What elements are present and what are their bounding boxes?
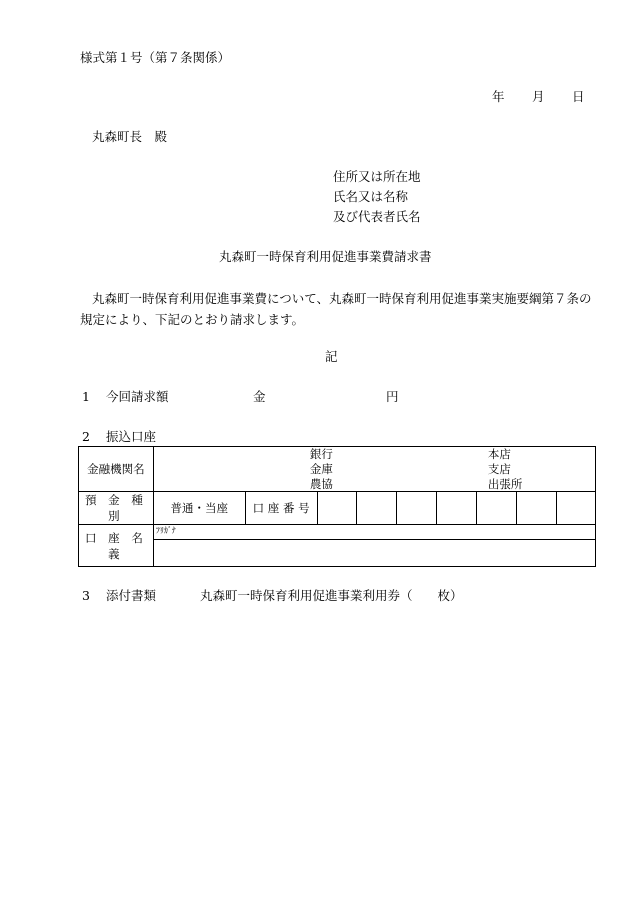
deposit-row: [79, 492, 596, 525]
item2-label: 振込口座: [106, 429, 157, 444]
deposit-type-value[interactable]: 普通・当座: [153, 492, 245, 525]
date-day: 日: [572, 89, 585, 104]
account-number-label: 口 座 番 号: [245, 492, 317, 525]
account-digit-box[interactable]: [437, 492, 477, 525]
account-digit-box[interactable]: [397, 492, 437, 525]
account-holder-field[interactable]: [153, 540, 595, 567]
deposit-type-label: 預 金 種 別: [79, 492, 154, 525]
form-number: 様式第１号（第７条関係）: [80, 50, 231, 65]
institution-label: 金融機関名: [79, 447, 154, 492]
item3-value: 丸森町一時保育利用促進事業利用券（ 枚）: [200, 588, 463, 603]
type-bank: 銀行: [309, 447, 333, 461]
branch-office: 出張所: [487, 477, 523, 491]
account-digit-box[interactable]: [357, 492, 397, 525]
document-title: 丸森町一時保育利用促進事業費請求書: [219, 249, 432, 264]
item1-label: 今回請求額: [106, 389, 169, 404]
applicant-representative-label: 及び代表者氏名: [333, 209, 421, 224]
holder-row: [79, 540, 596, 567]
date-year: 年: [492, 89, 505, 104]
furigana-field[interactable]: ﾌﾘｶﾞﾅ: [153, 525, 595, 540]
item1-number: 1: [82, 389, 90, 404]
institution-field[interactable]: [153, 447, 595, 492]
ki-heading: 記: [325, 349, 338, 364]
item2-number: 2: [82, 429, 90, 444]
account-digit-box[interactable]: [517, 492, 557, 525]
account-digit-box[interactable]: [317, 492, 357, 525]
applicant-name-label: 氏名又は名称: [333, 189, 409, 204]
item1-unit: 円: [386, 389, 399, 404]
account-digit-box[interactable]: [557, 492, 596, 525]
addressee: 丸森町長 殿: [92, 129, 168, 144]
branch-branch: 支店: [487, 462, 511, 476]
branch-main: 本店: [487, 447, 511, 461]
bank-account-table: [78, 446, 596, 567]
date-month: 月: [532, 89, 545, 104]
item3-number: 3: [82, 588, 90, 603]
applicant-address-label: 住所又は所在地: [333, 169, 421, 184]
account-digit-box[interactable]: [477, 492, 517, 525]
item3-label: 添付書類: [106, 588, 157, 603]
institution-row: [79, 447, 596, 492]
item1-prefix: 金: [253, 389, 266, 404]
account-holder-label: 口 座 名 義: [79, 525, 154, 567]
body-paragraph: 丸森町一時保育利用促進事業費について、丸森町一時保育利用促進事業実施要綱第７条の規定により、下記のとおり請求します。: [80, 291, 592, 327]
kana-row: [79, 525, 596, 540]
type-kinko: 金庫: [309, 462, 333, 476]
type-nokyo: 農協: [309, 477, 333, 491]
